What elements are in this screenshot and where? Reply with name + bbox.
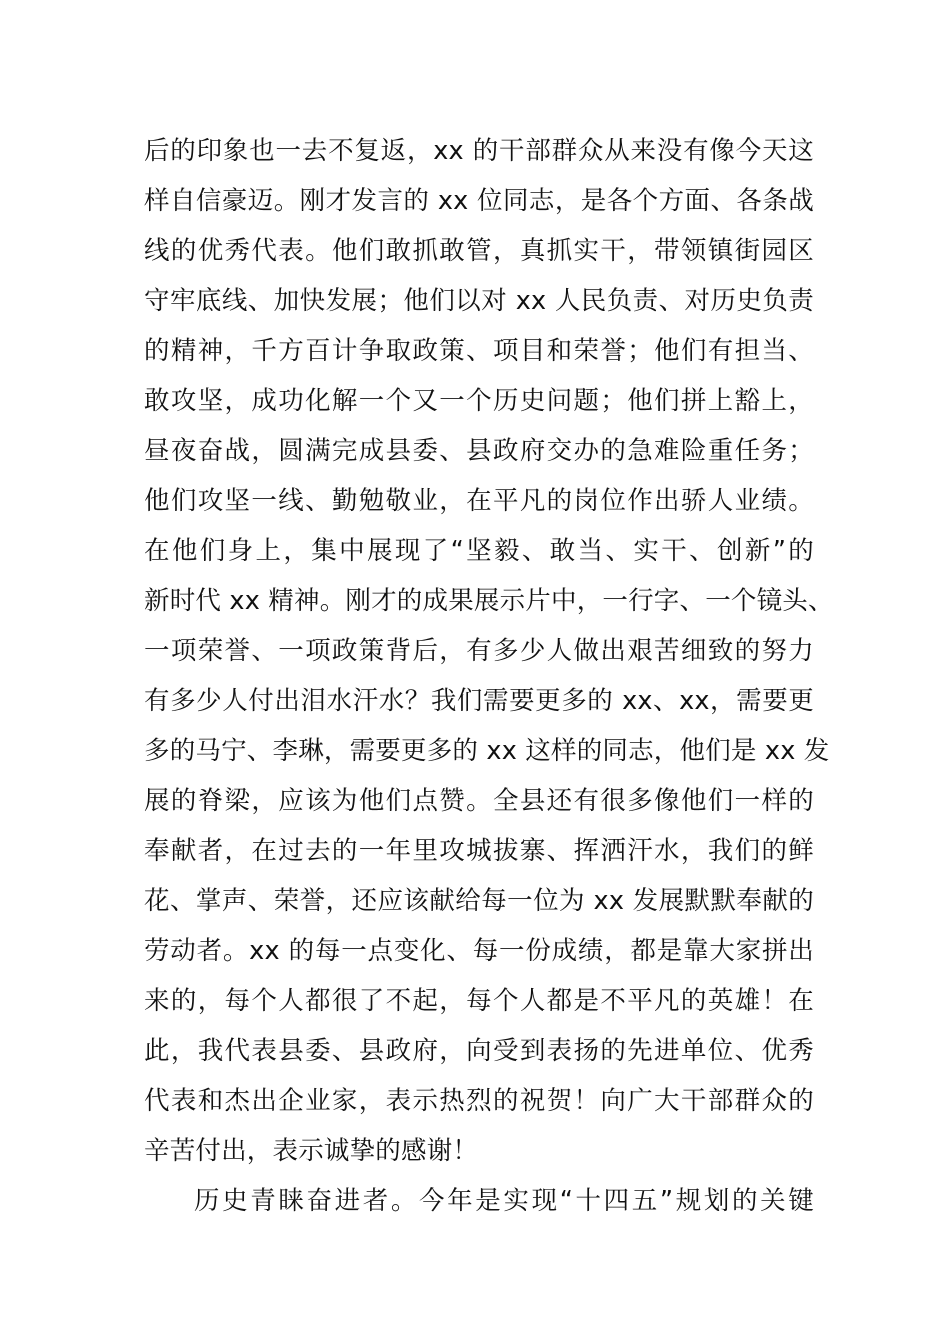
text-line: 昼夜奋战，圆满完成县委、县政府交办的急难险重任务； — [144, 436, 814, 466]
text-line: 样自信豪迈。刚才发言的 xx 位同志，是各个方面、各条战 — [144, 186, 814, 216]
paragraph-start-line: 历史青睐奋进者。今年是实现“十四五”规划的关键 — [194, 1186, 814, 1216]
text-line: 守牢底线、加快发展；他们以对 xx 人民负责、对历史负责 — [144, 286, 814, 316]
text-line: 线的优秀代表。他们敢抓敢管，真抓实干，带领镇街园区 — [144, 236, 814, 266]
paragraph-end-line: 辛苦付出，表示诚挚的感谢！ — [144, 1136, 479, 1166]
text-line: 一项荣誉、一项政策背后，有多少人做出艰苦细致的努力 — [144, 636, 814, 666]
text-line: 展的脊梁，应该为他们点赞。全县还有很多像他们一样的 — [144, 786, 814, 816]
text-line: 新时代 xx 精神。刚才的成果展示片中，一行字、一个镜头、 — [144, 586, 834, 616]
text-line: 的精神，千方百计争取政策、项目和荣誉；他们有担当、 — [144, 336, 814, 366]
text-line: 代表和杰出企业家，表示热烈的祝贺！向广大干部群众的 — [144, 1086, 814, 1116]
text-line: 劳动者。xx 的每一点变化、每一份成绩，都是靠大家拼出 — [144, 936, 814, 966]
text-line: 后的印象也一去不复返，xx 的干部群众从来没有像今天这 — [144, 136, 814, 166]
text-line: 在他们身上，集中展现了“坚毅、敢当、实干、创新”的 — [144, 536, 814, 566]
text-line: 奉献者，在过去的一年里攻城拔寨、挥洒汗水，我们的鲜 — [144, 836, 814, 866]
text-line: 花、掌声、荣誉，还应该献给每一位为 xx 发展默默奉献的 — [144, 886, 814, 916]
text-line: 有多少人付出泪水汗水？我们需要更多的 xx、xx，需要更 — [144, 686, 814, 716]
text-line: 来的，每个人都很了不起，每个人都是不平凡的英雄！在 — [144, 986, 814, 1016]
document-body — [144, 126, 834, 1226]
text-line: 多的马宁、李琳，需要更多的 xx 这样的同志，他们是 xx 发 — [144, 736, 830, 766]
text-line: 此，我代表县委、县政府，向受到表扬的先进单位、优秀 — [144, 1036, 814, 1066]
text-line: 他们攻坚一线、勤勉敬业，在平凡的岗位作出骄人业绩。 — [144, 486, 814, 516]
text-line: 敢攻坚，成功化解一个又一个历史问题；他们拼上豁上， — [144, 386, 814, 416]
